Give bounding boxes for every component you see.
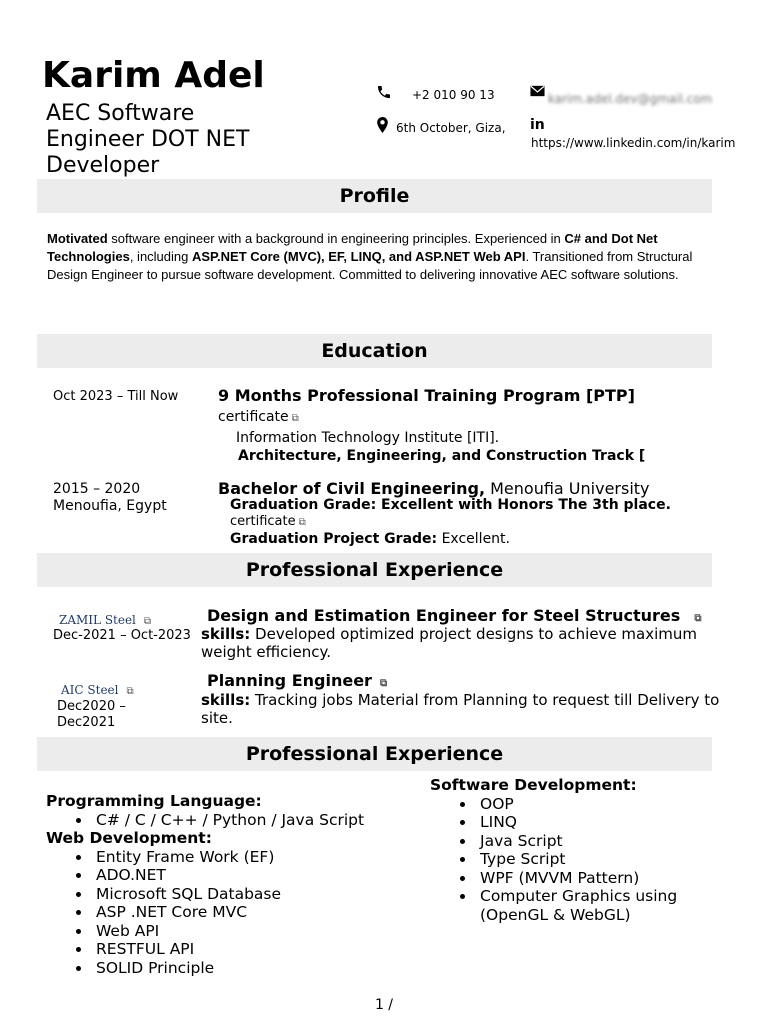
skills-label: skills: — [201, 691, 251, 709]
section-profile-heading: Profile — [37, 179, 712, 213]
profile-text-3: . Transitioned from Structural Design Engineer to pursue software development. Committed to delivering innovative AEC software solutions. — [47, 249, 693, 282]
list-item: • Microsoft SQL Database — [92, 885, 386, 904]
external-link-icon: ⧉ — [143, 616, 152, 627]
list-item: • ADO.NET — [92, 866, 386, 885]
project-grade-label: Graduation Project Grade: — [230, 531, 438, 547]
section-education-heading: Education — [37, 334, 712, 368]
list-item: • RESTFUL API — [92, 940, 386, 959]
external-link-icon: ⧉ — [694, 613, 702, 624]
profile-bold-1: Motivated — [47, 231, 108, 246]
skills-right-column — [430, 776, 730, 924]
external-link-icon: ⧉ — [298, 517, 306, 528]
programming-heading: Programming Language: — [46, 792, 262, 810]
web-heading: Web Development: — [46, 829, 212, 847]
experience-skills — [201, 691, 726, 729]
page-number: 1 / — [374, 997, 394, 1013]
list-item: • Java Script — [476, 832, 730, 851]
list-item: • ASP .NET Core MVC — [92, 903, 386, 922]
phone-number[interactable]: +2 010 90 13 — [412, 88, 495, 102]
profile-bold-2: C# and Dot Net Technologies — [47, 231, 658, 264]
location-pin-icon — [376, 116, 388, 134]
education-institute: Information Technology Institute [ITI]. — [236, 430, 500, 446]
certificate-label: certificate — [218, 409, 289, 425]
phone-icon — [375, 84, 393, 100]
skills-text: Developed optimized project designs to achieve maximum weight efficiency. — [201, 625, 698, 661]
company-link[interactable] — [61, 679, 134, 698]
profile-bold-3: ASP.NET Core (MVC), EF, LINQ, and ASP.NET Web API — [191, 249, 526, 264]
experience-skills — [201, 625, 726, 661]
list-item: • Entity Frame Work (EF) — [92, 848, 386, 867]
list-item: • C# / C / C++ / Python / Java Script — [92, 811, 386, 830]
skills-text: Tracking jobs Material from Planning to request till Delivery to site. — [201, 691, 720, 727]
email-icon — [529, 84, 545, 98]
linkedin-icon: in — [530, 117, 545, 133]
list-item: • LINQ — [476, 813, 730, 832]
project-grade-value: Excellent. — [437, 531, 510, 547]
external-link-icon: ⧉ — [126, 686, 134, 697]
education-degree — [218, 479, 650, 498]
profile-text-2: , including — [129, 249, 192, 264]
company-name: AIC Steel — [61, 683, 119, 697]
education-track: Architecture, Engineering, and Construction Track [ — [238, 448, 646, 464]
education-certificate-link[interactable] — [218, 409, 299, 427]
section-experience-heading: Professional Experience — [37, 553, 712, 587]
profile-text-1: software engineer with a background in engineering principles. Experienced in — [107, 231, 565, 246]
university-name: Menoufia University — [485, 479, 650, 498]
education-date: 2015 – 2020 Menoufia, Egypt — [53, 481, 167, 514]
education-title: 9 Months Professional Training Program [PTP] — [218, 386, 635, 405]
experience-date: Dec2020 – Dec2021 — [57, 699, 126, 730]
skills-label: skills: — [201, 625, 251, 643]
list-item: • Computer Graphics using (OpenGL & WebGL) — [476, 887, 730, 924]
linkedin-url[interactable]: https://www.linkedin.com/in/karim — [531, 136, 736, 150]
external-link-icon: ⧉ — [291, 413, 299, 424]
education-certificate-link[interactable] — [230, 514, 306, 531]
experience-title-text: Design and Estimation Engineer for Steel Structures — [207, 606, 681, 625]
email-address[interactable]: karim.adel.dev@gmail.com — [548, 92, 713, 106]
company-name: ZAMIL Steel — [59, 613, 136, 627]
programming-list — [46, 811, 386, 830]
certificate-label: certificate — [230, 514, 296, 529]
software-list — [430, 795, 730, 925]
web-list — [46, 848, 386, 978]
list-item: • Type Script — [476, 850, 730, 869]
section-skills-heading: Professional Experience — [37, 737, 712, 771]
experience-title — [207, 671, 387, 693]
job-title: AEC Software Engineer DOT NET Developer — [46, 101, 250, 178]
profile-summary — [47, 230, 715, 284]
degree-title: Bachelor of Civil Engineering, — [218, 479, 486, 498]
candidate-name: Karim Adel — [42, 55, 265, 96]
list-item: • WPF (MVVM Pattern) — [476, 869, 730, 888]
external-link-icon: ⧉ — [379, 678, 388, 689]
list-item: • OOP — [476, 795, 730, 814]
graduation-project-grade — [230, 531, 510, 548]
education-date: Oct 2023 – Till Now — [53, 389, 179, 404]
location-text: 6th October, Giza, — [396, 121, 506, 135]
list-item: • SOLID Principle — [92, 959, 386, 978]
list-item: • Web API — [92, 922, 386, 941]
skills-left-column — [46, 792, 386, 988]
company-link[interactable] — [59, 609, 151, 628]
software-heading: Software Development: — [430, 776, 637, 794]
graduation-grade: Graduation Grade: Excellent with Honors The 3th place. — [230, 497, 671, 513]
experience-date: Dec-2021 – Oct-2023 — [53, 628, 191, 643]
experience-title-text: Planning Engineer — [207, 671, 372, 690]
